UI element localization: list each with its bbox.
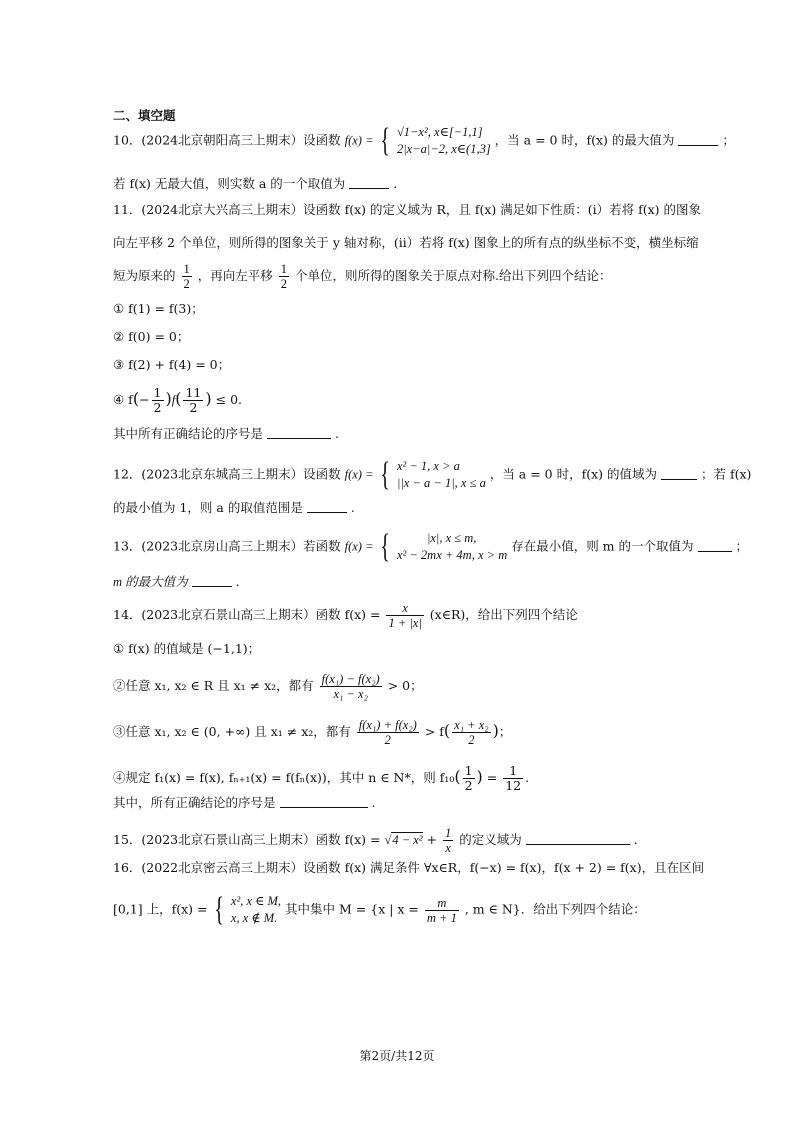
q14-option3: ③任意 x₁, x₂ ∈ (0, +∞) 且 x₁ ≠ x₂，都有 $\frac{\text{f(x₁) + f(x₂)}}{2}$ > f( $\frac{\text{x₁ + x₂}}{2}$ )； <box>113 718 512 747</box>
question-14-line1 <box>113 601 578 630</box>
q14-opt2b: > 0； <box>387 678 423 693</box>
q14-prefix: 14．(2023北京石景山高三上期末）函数 f(x) = <box>113 607 381 622</box>
frac-den: 2 <box>183 277 190 291</box>
frac-den: 2 <box>464 778 473 793</box>
q14-fraction <box>386 601 423 630</box>
q11-line3c: 个单位，则所得的图象关于原点对称.给出下列四个结论： <box>294 268 612 283</box>
q11-half-fraction-2 <box>279 262 289 291</box>
q12-line2-end: . <box>350 500 355 515</box>
frac-den: m + 1 <box>426 910 457 925</box>
q12-blank2[interactable] <box>307 500 347 513</box>
q14-opt4-eq: = <box>486 770 498 785</box>
q12-mid2: ；若 f(x) <box>700 466 752 482</box>
q15-sqrt: 4 − x² <box>392 833 423 847</box>
q11-half-fraction <box>182 262 192 291</box>
q11-option1: ① f(1) = f(3)； <box>113 301 204 316</box>
q11-line2: 向左平移 2 个单位，则所得的图象关于 y 轴对称，(ii）若将 f(x) 图象上的所有点的纵坐标不变，横坐标缩 <box>113 235 699 250</box>
question-10-line2 <box>113 176 397 192</box>
q13-blank1[interactable] <box>698 539 732 552</box>
q11-opt4-frac1 <box>152 386 164 415</box>
q11-answer-blank[interactable] <box>267 426 331 439</box>
frac-num: 1 <box>183 262 190 276</box>
q14-answer-line <box>113 795 375 811</box>
brace-icon: { <box>380 122 391 159</box>
question-13-line1 <box>113 530 748 564</box>
q14-answer-end: . <box>371 795 376 810</box>
q12-prefix: 12．(2023北京东城高三上期末）设函数 <box>113 466 341 482</box>
q14-opt4-frac2 <box>503 764 523 793</box>
q10-mid: ，当 a = 0 时，f(x) 的最大值为 <box>494 132 675 148</box>
frac-num: 1 <box>503 764 523 779</box>
q14-option2 <box>113 672 423 701</box>
q11-answer-line <box>113 426 339 442</box>
q12-piecewise <box>377 458 485 492</box>
q16-case2: x, x ∉ M. <box>230 911 278 925</box>
q13-line2-text: m 的最大值为 <box>113 575 188 589</box>
question-15: 15．(2023北京石景山高三上期末）函数 f(x) = √4 − x² + $\frac{1}{x}$ 的定义域为 . <box>113 826 638 855</box>
frac-den: 12 <box>505 778 522 793</box>
q16-case1: x², x ∈ M, <box>230 894 282 908</box>
q12-case2: ||x − a − 1|, x ≤ a <box>396 476 486 490</box>
q14-opt2a: ②任意 x₁, x₂ ∈ R 且 x₁ ≠ x₂，都有 <box>113 678 314 693</box>
q14-opt3c: ； <box>498 724 512 739</box>
q16-line2b: 其中集中 M = {x | x = <box>285 901 419 917</box>
q14-opt3-fraction2 <box>452 718 490 747</box>
q15-end: . <box>633 832 638 847</box>
frac-num: x₁ + x₂ <box>454 718 489 732</box>
q11-line3 <box>113 262 611 291</box>
frac-den: 2 <box>468 733 475 747</box>
frac-num: 1 <box>445 826 452 840</box>
q16-line2 <box>113 893 646 927</box>
q12-fx: f(x) = <box>344 467 374 482</box>
q13-mid: 存在最小值，则 m 的一个取值为 <box>511 538 694 554</box>
q11-option2: ② f(0) = 0； <box>113 329 190 344</box>
q10-fx: f(x) = <box>344 133 374 148</box>
q16-piecewise <box>211 893 281 927</box>
q11-line3a: 短为原来的 <box>113 268 176 283</box>
q13-prefix: 13．(2023北京房山高三上期末）若函数 <box>113 538 341 554</box>
q13-end: ； <box>735 538 748 554</box>
q14-answer-blank[interactable] <box>280 795 368 808</box>
q11-answer-end: . <box>334 426 339 441</box>
q14-suffix: (x∈R)，给出下列四个结论 <box>429 607 578 622</box>
frac-num: 1 <box>280 262 287 276</box>
q14-opt4b: . <box>525 770 530 785</box>
frac-num: 1 <box>153 385 162 400</box>
q11-line3b: ，再向左平移 <box>197 268 273 283</box>
frac-den: 2 <box>189 400 198 415</box>
q10-line2-text: 若 f(x) 无最大值，则实数 a 的一个取值为 <box>113 176 346 191</box>
q14-option1: ① f(x) 的值域是 (−1,1)； <box>113 641 261 656</box>
q15-fraction <box>443 826 453 855</box>
frac-num: 11 <box>185 385 202 400</box>
section-title: 二、填空题 <box>113 108 176 123</box>
q11-option4: ④ f(− $\frac{1}{2}$ )f( $\frac{11}{2}$ ) ≤ 0. <box>113 385 242 415</box>
q15-blank[interactable] <box>526 832 630 845</box>
frac-den: x <box>445 841 451 855</box>
frac-num: 1 <box>464 763 473 778</box>
q16-fraction <box>425 896 459 925</box>
frac-num: f(x₁) − f(x₂) <box>321 672 380 686</box>
q10-case2: 2|x−a|−2, x∈(1,3] <box>396 142 491 156</box>
q10-blank2[interactable] <box>349 176 389 189</box>
question-10-line1 <box>113 124 735 158</box>
q14-opt4a: ④规定 f₁(x) = f(x), fₙ₊₁(x) = f(fₙ(x))，其中 n ∈ N*，则 f₁₀ <box>113 770 455 785</box>
q11-answer-text: 其中所有正确结论的序号是 <box>113 426 264 441</box>
q10-piecewise <box>377 124 490 158</box>
q13-case1: |x|, x ≤ m, <box>426 531 477 545</box>
question-12-line2 <box>113 500 355 516</box>
q12-mid: ，当 a = 0 时，f(x) 的值域为 <box>489 466 657 482</box>
q14-opt3-fraction1 <box>357 718 419 747</box>
brace-icon: { <box>380 456 391 493</box>
q11-opt4a: ④ f <box>113 392 133 407</box>
question-13-line2 <box>113 574 240 590</box>
frac-den: 2 <box>384 733 391 747</box>
q15-suffix: 的定义域为 <box>459 832 522 847</box>
q14-opt3b: > f <box>424 724 444 739</box>
q11-option3: ③ f(2) + f(4) = 0； <box>113 357 231 372</box>
brace-icon: { <box>214 891 225 928</box>
q10-line2-end: . <box>393 176 398 191</box>
q11-opt4-frac2 <box>183 386 203 415</box>
q16-line1: 16．(2022北京密云高三上期末）设函数 f(x) 满足条件 ∀x∈R，f(−x) = f(x)，f(x + 2) = f(x)，且在区间 <box>113 860 705 875</box>
q12-line2-text: 的最小值为 1，则 a 的取值范围是 <box>113 500 303 515</box>
q15-prefix: 15．(2023北京石景山高三上期末）函数 f(x) = <box>113 832 381 847</box>
frac-num: f(x₁) + f(x₂) <box>358 718 417 732</box>
page-footer: 第2页/共12页 <box>359 1049 435 1063</box>
frac-den: x₁ − x₂ <box>333 687 368 701</box>
q13-line2-end: . <box>235 574 240 589</box>
question-12-line1 <box>113 458 751 492</box>
q10-prefix: 10．(2024北京朝阳高三上期末）设函数 <box>113 132 341 148</box>
q11-opt4b: ≤ 0. <box>215 392 242 407</box>
q16-line2c: , m ∈ N}．给出下列四个结论： <box>464 901 646 917</box>
q13-blank2[interactable] <box>192 574 232 587</box>
q13-case2: x² − 2mx + 4m, x > m <box>396 548 508 562</box>
frac-den: 2 <box>153 400 162 415</box>
q14-opt4-frac1 <box>463 764 475 793</box>
q11-line1: 11．(2024北京大兴高三上期末）设函数 f(x) 的定义域为 R，且 f(x) 满足如下性质：(i）若将 f(x) 的图象 <box>113 202 701 217</box>
q10-end: ； <box>722 132 735 148</box>
frac-den: 2 <box>280 277 287 291</box>
q14-answer-text: 其中，所有正确结论的序号是 <box>113 795 276 810</box>
q13-piecewise <box>377 530 507 564</box>
q14-option4: ④规定 f₁(x) = f(x), fₙ₊₁(x) = f(fₙ(x))，其中 n ∈ N*，则 f₁₀( $\frac{1}{2}$ ) = $\frac{1}{12}$ . <box>113 763 530 793</box>
frac-den: 1 + |x| <box>388 616 422 630</box>
q12-blank1[interactable] <box>661 467 697 480</box>
q10-case1: √1−x², x∈[−1,1] <box>396 125 483 139</box>
brace-icon: { <box>380 528 391 565</box>
q14-opt2-fraction <box>320 672 382 701</box>
frac-num: m <box>425 896 459 911</box>
q12-case1: x² − 1, x > a <box>396 459 460 473</box>
frac-num: x <box>386 601 423 616</box>
q15-plus: + <box>426 832 438 847</box>
q14-opt3a: ③任意 x₁, x₂ ∈ (0, +∞) 且 x₁ ≠ x₂，都有 <box>113 724 351 739</box>
q10-blank1[interactable] <box>678 133 718 146</box>
q13-fx: f(x) = <box>344 539 374 554</box>
q16-line2a: [0,1] 上，f(x) = <box>113 901 208 917</box>
